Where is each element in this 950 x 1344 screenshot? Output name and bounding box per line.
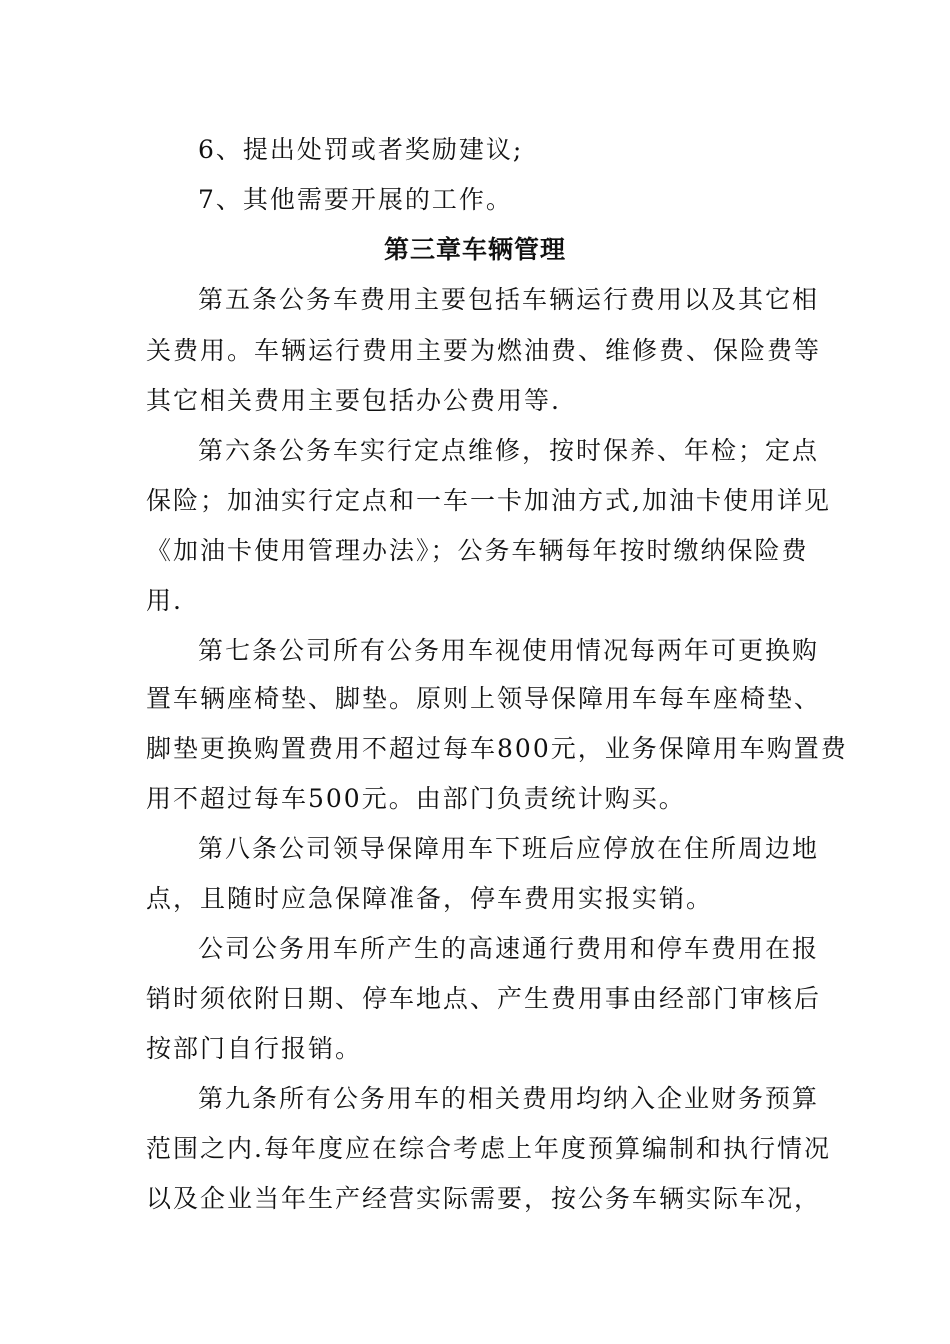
article5-line-1: 第五条公务车费用主要包括车辆运行费用以及其它相 [198,285,820,314]
article8-line-2: 点，且随时应急保障准备，停车费用实报实销。 [146,884,714,913]
fees-paragraph-line-3: 按部门自行报销。 [146,1034,363,1063]
fees-paragraph-line-2: 销时须依附日期、停车地点、产生费用事由经部门审核后 [146,984,822,1013]
article8-line-1: 第八条公司领导保障用车下班后应停放在住所周边地 [198,834,820,863]
article5-line-3: 其它相关费用主要包括办公费用等. [146,386,561,415]
article6-line-3: 《加油卡使用管理办法》；公务车辆每年按时缴纳保险费 [146,536,809,565]
article7-line-3: 脚垫更换购置费用不超过每车800元，业务保障用车购置费 [146,734,848,763]
article9-line-1: 第九条所有公务用车的相关费用均纳入企业财务预算 [198,1084,820,1113]
list-item-6: 6、提出处罚或者奖励建议; [198,135,524,164]
fees-paragraph-line-1: 公司公务用车所产生的高速通行费用和停车费用在报 [198,934,820,963]
chapter-title: 第三章车辆管理 [383,235,566,264]
article9-line-2: 范围之内.每年度应在综合考虑上年度预算编制和执行情况 [146,1134,831,1163]
article6-line-1: 第六条公务车实行定点维修，按时保养、年检；定点 [198,436,820,465]
article7-line-4: 用不超过每车500元。由部门负责统计购买。 [146,784,686,813]
article7-line-1: 第七条公司所有公务用车视使用情况每两年可更换购 [198,636,820,665]
article6-line-4: 用. [146,586,183,615]
article6-line-2: 保险；加油实行定点和一车一卡加油方式,加油卡使用详见 [146,486,831,515]
article9-line-3: 以及企业当年生产经营实际需要，按公务车辆实际车况， [146,1184,822,1213]
article7-line-2: 置车辆座椅垫、脚垫。原则上领导保障用车每车座椅垫、 [146,684,822,713]
article5-line-2: 关费用。车辆运行费用主要为燃油费、维修费、保险费等 [146,336,822,365]
list-item-7: 7、其他需要开展的工作。 [198,185,513,214]
